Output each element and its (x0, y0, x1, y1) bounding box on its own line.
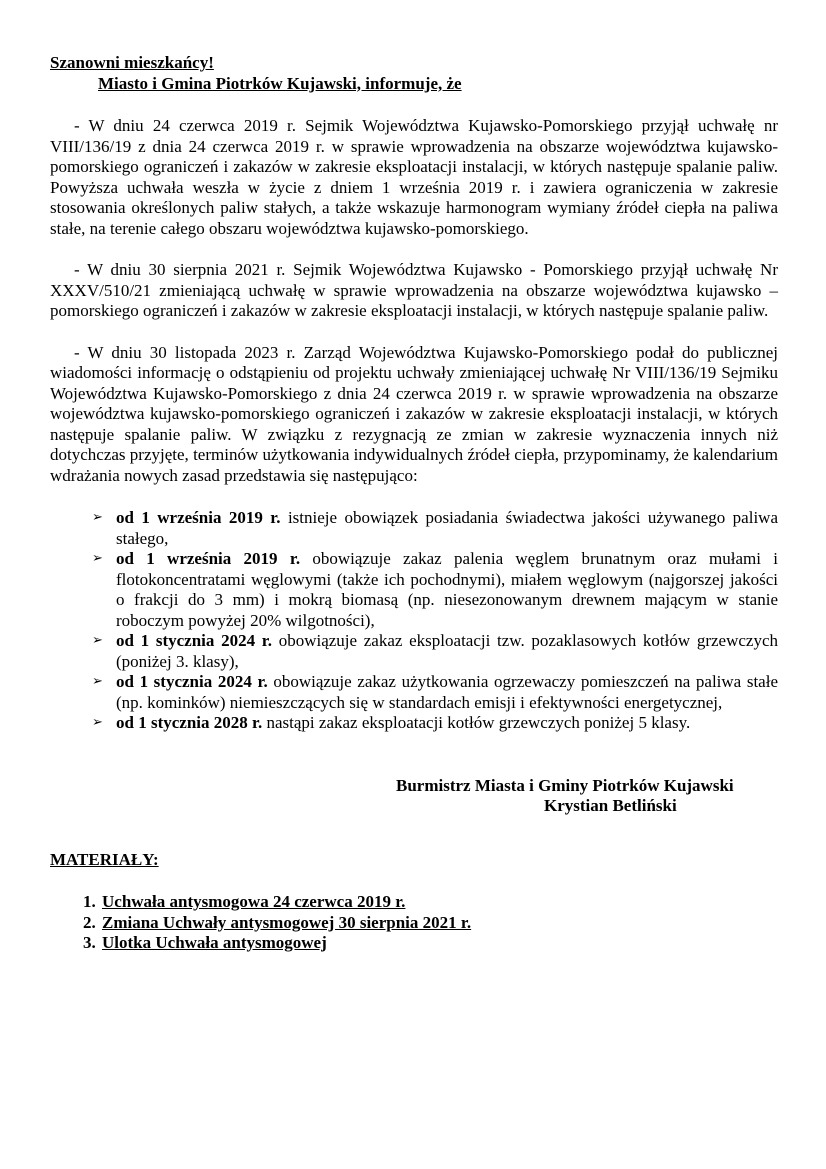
list-item-text: obowiązuje zakaz palenia węglem brunatnym oraz mułami i flotokoncentratami węglowymi (także ich pochodnymi), miałem węglowym (najgorszej jakości o frakcji do 3 mm) i mokrą biomasą (np. niesezonowanym drewnem mającym w stanie roboczym powyżej 20% wilgotności), (116, 549, 778, 630)
arrow-right-icon: ➢ (92, 715, 103, 730)
signature-name: Krystian Betliński (544, 796, 677, 815)
arrow-right-icon: ➢ (92, 674, 103, 689)
list-item-text: obowiązuje zakaz eksploatacji tzw. pozaklasowych kotłów grzewczych (poniżej 3. klasy), (116, 631, 778, 671)
list-item-text: istnieje obowiązek posiadania świadectwa jakości używanego paliwa stałego, (116, 508, 778, 548)
list-item-text: nastąpi zakaz eksploatacji kotłów grzewczych poniżej 5 klasy. (262, 713, 691, 732)
arrow-right-icon: ➢ (92, 510, 103, 525)
list-item-text: obowiązuje zakaz użytkowania ogrzewaczy pomieszczeń na paliwa stałe (np. kominków) niemieszczących się w standardach emisji i efektywności energetycznej, (116, 672, 778, 712)
list-item (92, 549, 778, 631)
list-item (100, 892, 778, 913)
paragraph-announcement-2023: - W dniu 30 listopada 2023 r. Zarząd Województwa Kujawsko-Pomorskiego podał do publicznej wiadomości informację o odstąpieniu od projektu uchwały zmieniającej uchwałę Nr VIII/136/19 Sejmiku Województwa Kujawsko-Pomorskiego z dnia 24 czerwca 2019 r. w sprawie wprowadzenia na obszarze województwa kujawsko-pomorskiego ograniczeń i zakazów w zakresie eksploatacji instalacji, w których następuje spalanie paliw. W związku z rezygnacją ze zmian w zakresie wyznaczenia innych niż dotychczas przyjęte, terminów użytkowania indywidualnych źródeł ciepła, przypominamy, że kalendarium wdrażania nowych zasad przedstawia się następująco: (50, 342, 778, 485)
list-item (92, 713, 778, 734)
schedule-list (50, 508, 778, 734)
paragraph-resolution-2021: - W dniu 30 sierpnia 2021 r. Sejmik Województwa Kujawsko - Pomorskiego przyjął uchwałę Nr XXXV/510/21 zmieniającą uchwałę w sprawie wprowadzenia na obszarze województwa kujawsko – pomorskiego ograniczeń i zakazów w zakresie eksploatacji instalacji, w których następuje spalanie paliw. (50, 260, 778, 320)
subheading: Miasto i Gmina Piotrków Kujawski, informuje, że (98, 73, 462, 93)
list-item-date: od 1 września 2019 r. (116, 549, 301, 568)
material-link-leaflet[interactable]: Ulotka Uchwała antysmogowej (102, 933, 327, 952)
list-item-date: od 1 września 2019 r. (116, 508, 281, 527)
list-item (92, 508, 778, 549)
material-link-resolution-2019[interactable]: Uchwała antysmogowa 24 czerwca 2019 r. (102, 892, 406, 911)
list-item-date: od 1 stycznia 2028 r. (116, 713, 263, 732)
signature-title: Burmistrz Miasta i Gminy Piotrków Kujawski (396, 775, 734, 795)
arrow-right-icon: ➢ (92, 633, 103, 648)
list-item (100, 933, 778, 954)
list-item-date: od 1 stycznia 2024 r. (116, 672, 268, 691)
materials-list (50, 892, 778, 954)
list-item-date: od 1 stycznia 2024 r. (116, 631, 273, 650)
list-item (92, 631, 778, 672)
paragraph-resolution-2019: - W dniu 24 czerwca 2019 r. Sejmik Województwa Kujawsko-Pomorskiego przyjął uchwałę nr VIII/136/19 z dnia 24 czerwca 2019 r. w sprawie wprowadzenia na obszarze województwa kujawsko-pomorskiego ograniczeń i zakazów w zakresie eksploatacji instalacji, w których następuje spalanie paliw. Powyższa uchwała weszła w życie z dniem 1 września 2019 r. i zawiera ograniczenia w zakresie stosowania określonych paliw stałych, a także wskazuje harmonogram wymiany źródeł ciepła na paliwa stałe, na terenie całego obszaru województwa kujawsko-pomorskiego. (50, 116, 778, 238)
signature-block (50, 776, 778, 817)
greeting-heading: Szanowni mieszkańcy! (50, 53, 214, 72)
list-item (100, 913, 778, 934)
materials-heading: MATERIAŁY: (50, 849, 159, 869)
arrow-right-icon: ➢ (92, 551, 103, 566)
list-item (92, 672, 778, 713)
material-link-amendment-2021[interactable]: Zmiana Uchwały antysmogowej 30 sierpnia 2021 r. (102, 912, 472, 932)
